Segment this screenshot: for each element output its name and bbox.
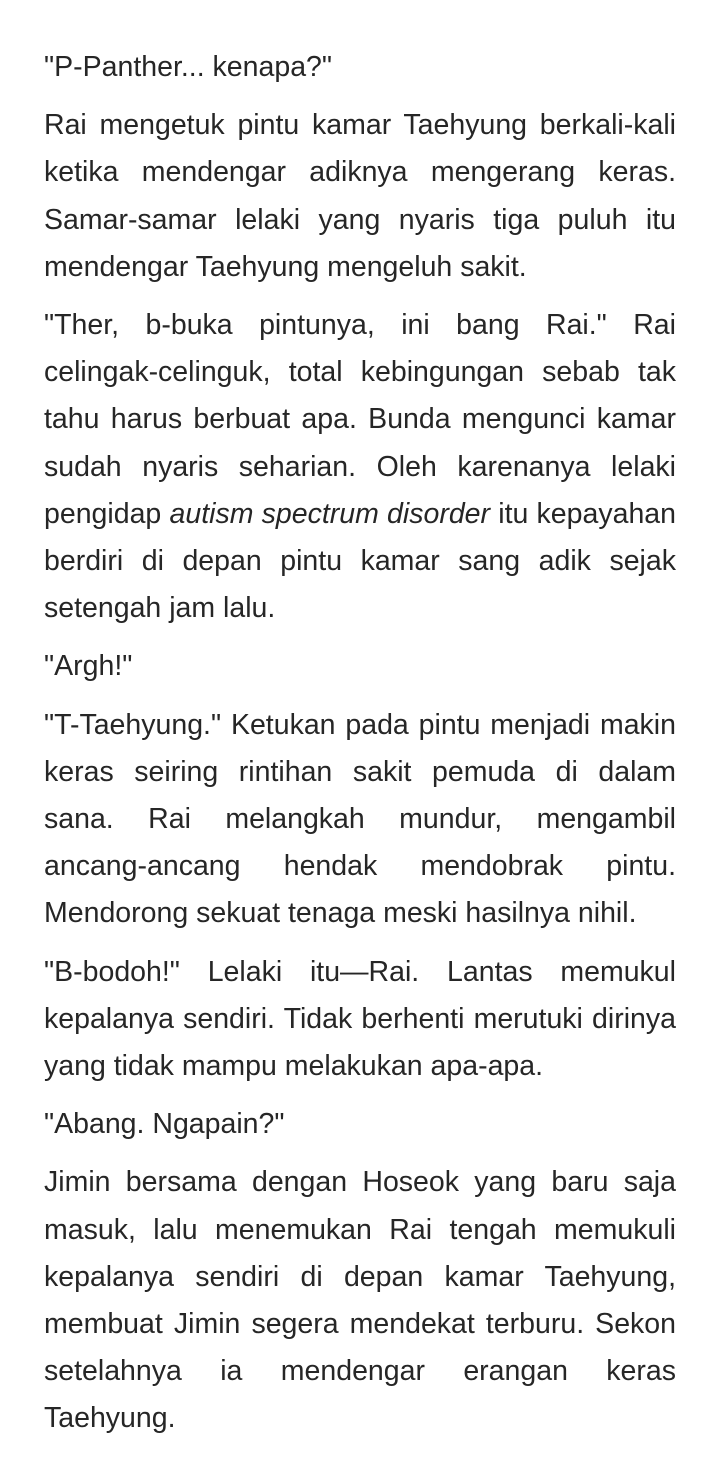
paragraph [44,44,676,91]
paragraph [44,102,676,291]
paragraph [44,643,676,690]
paragraph [44,949,676,1091]
paragraph [44,302,676,632]
paragraph-text: "Argh!" [44,650,133,683]
paragraph-text: "B-bodoh!" Lelaki itu—Rai. Lantas memukul kepalanya sendiri. Tidak berhenti merutuki dirinya yang tidak mampu melakukan apa-apa. [44,955,676,1083]
paragraph-text: "Ther, b-buka pintunya, ini bang Rai." Rai celingak-celinguk, total kebingungan sebab tak tahu harus berbuat apa. Bunda mengunci kamar sudah nyaris seharian. Oleh karenanya lelaki pengidap [44,309,676,530]
paragraph-text: "P-Panther... kenapa?" [44,51,333,83]
paragraph-text: Jimin bersama dengan Hoseok yang baru saja masuk, lalu menemukan Rai tengah memukuli kepalanya sendiri di depan kamar Taehyung, membuat Jimin segera mendekat terburu. Sekon setelahnya ia mendengar erangan keras Taehyung. [44,1166,676,1435]
story-text [44,44,676,1454]
paragraph [44,1159,676,1442]
paragraph-text: Rai mengetuk pintu kamar Taehyung berkali-kali ketika mendengar adiknya mengerang keras. Samar-samar lelaki yang nyaris tiga puluh itu mendengar Taehyung mengeluh sakit. [44,109,676,283]
italic-term: autism spectrum disorder [169,497,491,530]
paragraph-text: itu kepayahan berdiri di depan pintu kamar sang adik sejak setengah jam lalu. [44,497,677,625]
paragraph [44,702,676,938]
paragraph [44,1101,676,1148]
paragraph-text: "Abang. Ngapain?" [44,1108,285,1141]
paragraph-text: "T-Taehyung." Ketukan pada pintu menjadi makin keras seiring rintihan sakit pemuda di dalam sana. Rai melangkah mundur, mengambil ancang-ancang hendak mendobrak pintu. Mendorong sekuat tenaga meski hasilnya nihil. [44,708,676,930]
